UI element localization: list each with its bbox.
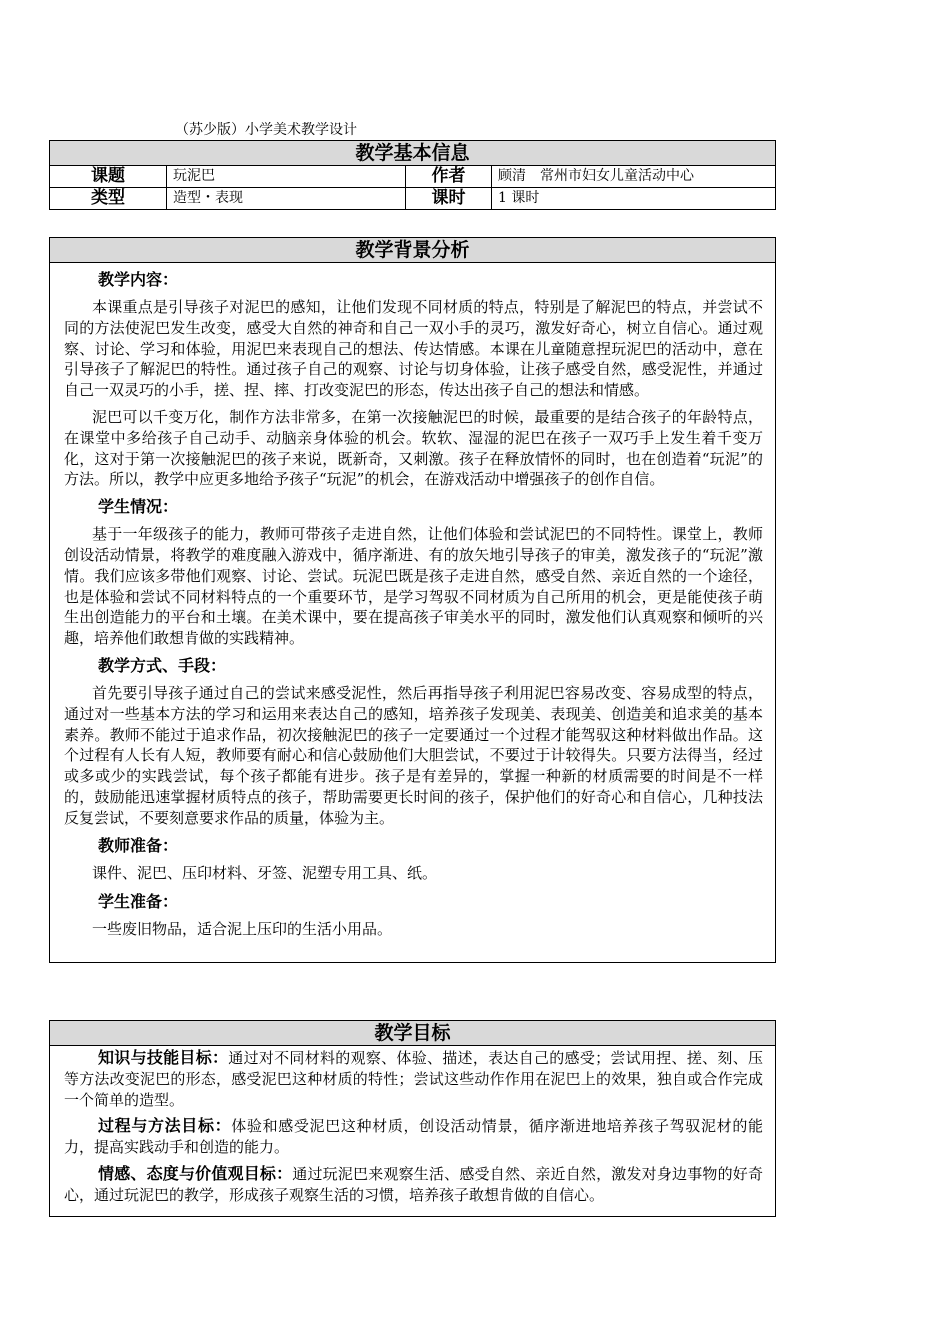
process-goal-label: 过程与方法目标： (98, 1116, 232, 1136)
knowledge-goal-label: 知识与技能目标： (98, 1048, 229, 1067)
topic-label: 课题 (50, 166, 167, 188)
process-goal-text: 体验和感受泥巴这种材质，创设活动情景，循序渐进地培养孩子驾驭泥材的能力，提高实践动手和创造的能力。 (64, 1117, 763, 1157)
knowledge-goal-text: 通过对不同材料的观察、体验、描述，表达自己的感受；尝试用捏、搓、刻、压等方法改变泥巴的形态，感受泥巴这种材质的特性；尝试这些动作作用在泥巴上的效果，独自或合作完成一个简单的造型。 (64, 1049, 763, 1109)
student-situation-paragraph: 基于一年级孩子的能力，教师可带孩子走进自然，让他们体验和尝试泥巴的不同特性。课堂上，教师创设活动情景，将教学的难度融入游戏中，循序渐进、有的放矢地引导孩子的审美，激发孩子的“玩泥”激情。我们应该多带他们观察、讨论、尝试。玩泥巴既是孩子走进自然，感受自然、亲近自然的一个途径，也是体验和尝试不同材料特点的一个重要环节，是学习驾驭不同材质为自己所用的机会，更是能使孩子萌生出创造能力的平台和土壤。在美术课中，要在提高孩子审美水平的同时，激发他们认真观察和倾听的兴趣，培养他们敢想肯做的实践精神。 (64, 525, 763, 648)
process-goal (64, 1116, 763, 1158)
student-situation-title: 学生情况： (98, 497, 179, 517)
document-title: （苏少版）小学美术教学设计 (175, 122, 357, 138)
hours-value: 1 课时 (492, 188, 776, 210)
goals-header: 教学目标 (50, 1021, 776, 1046)
background-content (50, 263, 776, 963)
teaching-method-title: 教学方式、手段： (98, 655, 227, 675)
goals-content (50, 1046, 776, 1217)
author-label: 作者 (406, 166, 492, 188)
topic-value: 玩泥巴 (167, 166, 406, 188)
student-prep-title: 学生准备： (98, 892, 179, 912)
teaching-method-paragraph: 首先要引导孩子通过自己的尝试来感受泥性，然后再指导孩子利用泥巴容易改变、容易成型的特点，通过对一些基本方法的学习和运用来表达自己的感知，培养孩子发现美、表现美、创造美和追求美的基本素养。教师不能过于追求作品，初次接触泥巴的孩子一定要通过一个过程才能驾驭这种材料做出作品。这个过程有人长有人短，教师要有耐心和信心鼓励他们大胆尝试，不要过于计较得失。只要方法得当，经过或多或少的实践尝试，每个孩子都能有进步。孩子是有差异的，掌握一种新的材质需要的时间是不一样的，鼓励能迅速掌握材质特点的孩子，帮助需要更长时间的孩子，保护他们的好奇心和自信心，几种技法反复尝试，不要刻意要求作品的质量，体验为主。 (64, 683, 763, 827)
author-value: 顾清 常州市妇女儿童活动中心 (492, 166, 776, 188)
teacher-prep-text: 课件、泥巴、压印材料、牙签、泥塑专用工具、纸。 (92, 863, 438, 882)
teacher-prep-title: 教师准备： (98, 835, 179, 855)
student-prep-text: 一些废旧物品，适合泥上压印的生活小用品。 (92, 920, 393, 939)
teaching-content-paragraph-1: 本课重点是引导孩子对泥巴的感知，让他们发现不同材质的特点，特别是了解泥巴的特点，并尝试不同的方法使泥巴发生改变，感受大自然的神奇和自己一双小手的灵巧，激发好奇心，树立自信心。通过观察、讨论、学习和体验，用泥巴来表现自己的想法、传达情感。本课在儿童随意捏玩泥巴的活动中，意在引导孩子了解泥巴的特性。通过孩子自己的观察、讨论与切身体验，让孩子感受自然，感受泥性，并通过自己一双灵巧的小手，搓、捏、摔、打改变泥巴的形态，传达出孩子自己的想法和情感。 (64, 298, 763, 400)
type-value: 造型・表现 (167, 188, 406, 210)
emotion-goal (64, 1164, 763, 1206)
emotion-goal-text: 通过玩泥巴来观察生活、感受自然、亲近自然，激发对身边事物的好奇心，通过玩泥巴的教学，形成孩子观察生活的习惯，培养孩子敢想肯做的自信心。 (64, 1164, 763, 1204)
teaching-goals-table (49, 1020, 776, 1217)
type-label: 类型 (50, 188, 167, 210)
knowledge-goal (64, 1048, 763, 1110)
emotion-goal-label: 情感、态度与价值观目标： (98, 1163, 293, 1183)
basic-info-header: 教学基本信息 (50, 141, 776, 166)
teaching-content-title: 教学内容： (98, 270, 179, 289)
background-analysis-table (49, 237, 776, 963)
background-header: 教学背景分析 (50, 238, 776, 263)
teaching-content-paragraph-2: 泥巴可以千变万化，制作方法非常多，在第一次接触泥巴的时候，最重要的是结合孩子的年龄特点，在课堂中多给孩子自己动手、动脑亲身体验的机会。软软、湿湿的泥巴在孩子一双巧手上发生着千变万化，这对于第一次接触泥巴的孩子来说，既新奇，又刺激。孩子在释放情怀的同时，也在创造着“玩泥”的方法。所以，教学中应更多地给予孩子“玩泥”的机会，在游戏活动中增强孩子的创作自信。 (64, 407, 763, 489)
hours-label: 课时 (406, 188, 492, 210)
basic-info-table (49, 140, 776, 210)
